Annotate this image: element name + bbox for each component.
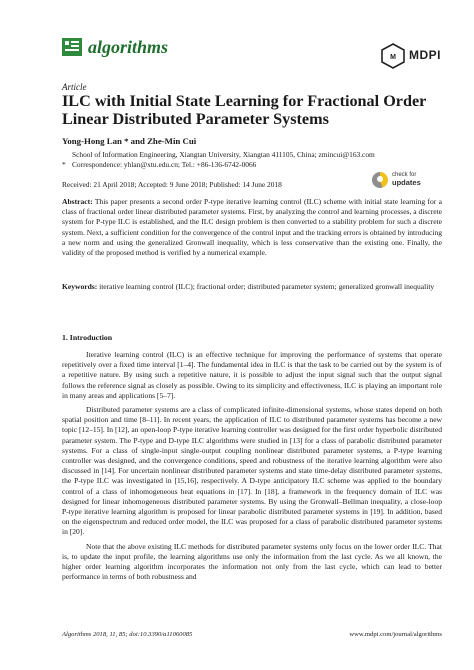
affiliation	[62, 150, 375, 169]
update-icon	[372, 172, 388, 188]
asterisk-mark: *	[62, 159, 66, 169]
paragraph: Distributed parameter systems are a class of complicated infinite-dimensional systems, whose states depend on both spatial position and time [8–11]. In recent years, the application of ILC to distributed parameter systems has become a new topic [12–15]. In [12], an open-loop P-type iterative learning controller was designed for the first order hyperbolic distributed parameter system. The P-type and D-type ILC algorithms were studied in [13] for a class of parabolic distributed parameter systems. For a class of single-input single-output coupling nonlinear distributed parameter systems, a P-type learning controller was designed, and the convergence conditions, speed and robustness of the iterative learning algorithm were also discussed in [14]. For uncertain nonlinear distributed parameter systems and state time-delay distributed parameter systems, the P-type ILC was investigated in [15,16], respectively. A D-type anticipatory ILC scheme was applied to the boundary control of a class of inhomogeneous heat equations in [17]. In [18], a framework in the frequency domain of ILC was designed for linear inhomogeneous distributed parameter systems. By using the Gronwall–Bellman inequality, a close-loop P-type iterative learning algorithm is proposed for linear parabolic distributed parameter systems in [19]. In addition, based on the eigenspectrum and reduced order model, the ILC was proposed for a class of parabolic distributed parameter systems in [20].	[62, 405, 442, 537]
section-title: 1. Introduction	[62, 333, 113, 342]
check-for-updates-badge[interactable]	[372, 172, 442, 192]
affiliation-line	[62, 150, 375, 160]
paragraph: Iterative learning control (ILC) is an effective technique for improving the performance of systems that operate repetitively over a fixed time interval [1–4]. The fundamental idea in ILC is that the task to be carried out by the system is of a repetitive nature. By using such a repetitive nature, it is possible to adjust the input signal such that the output signal follows the reference signal as closely as possible. Owing to its simplicity and effectiveness, ILC is playing an important role in many areas and applications [5–7].	[62, 350, 442, 400]
authors: Yong-Hong Lan * and Zhe-Min Cui	[62, 136, 197, 146]
footer-url[interactable]: www.mdpi.com/journal/algorithms	[349, 631, 442, 638]
svg-text:M: M	[390, 54, 396, 61]
correspondence-line	[62, 160, 375, 170]
correspondence-text: Correspondence: yhlan@xtu.edu.cn; Tel.: +86-136-6742-0066	[72, 159, 257, 169]
abstract-text: This paper presents a second order P-type iterative learning control (ILC) scheme with initial state learning for a class of fractional order linear distributed parameter systems. First, by analyzing the control and learning processes, a discrete system for P-type ILC is established, and the ILC design problem is then converted to a stability problem for such a discrete system. Next, a sufficient condition for the convergence of the control input and the tracking errors is obtained by introducing a new norm and using the generalized Gronwall inequality, which is less conservative than the existing one. Finally, the validity of the proposed method is verified by a numerical example.	[62, 197, 442, 258]
mdpi-logo-icon	[380, 43, 406, 69]
section-body	[62, 350, 442, 586]
keywords	[62, 282, 442, 292]
paragraph: Note that the above existing ILC methods for distributed parameter systems only focus on the lower order ILC. That is, to update the input profile, the learning algorithms use only the information from the last cycle. As we all known, the higher order learning algorithm incorporates the information not only from the last cycle, which can lead to better performance in terms of both robustness and	[62, 541, 442, 582]
affiliation-text: School of Information Engineering, Xiangtan University, Xiangtan 411105, China; zmincui@163.com	[72, 150, 375, 159]
article-type: Article	[62, 82, 87, 92]
keywords-text: iterative learning control (ILC); fractional order; distributed parameter system; generalized gronwall inequality	[97, 282, 435, 291]
publisher-name: MDPI	[409, 48, 441, 62]
publication-dates: Received: 21 April 2018; Accepted: 9 June 2018; Published: 14 June 2018	[62, 180, 282, 189]
update-badge-small: check for	[392, 172, 417, 178]
update-badge-text	[392, 172, 421, 188]
footer-citation: Algorithms 2018, 11, 85; doi:10.3390/a11060085	[62, 631, 193, 638]
update-badge-big: updates	[392, 178, 421, 187]
page-footer	[62, 631, 442, 638]
journal-name: algorithms	[88, 37, 169, 57]
journal-logo-icon	[62, 38, 82, 56]
keywords-label: Keywords:	[62, 282, 98, 291]
abstract-label: Abstract:	[62, 197, 93, 206]
abstract	[62, 197, 442, 258]
paper-title: ILC with Initial State Learning for Fractional Order Linear Distributed Parameter Systems	[62, 92, 427, 128]
